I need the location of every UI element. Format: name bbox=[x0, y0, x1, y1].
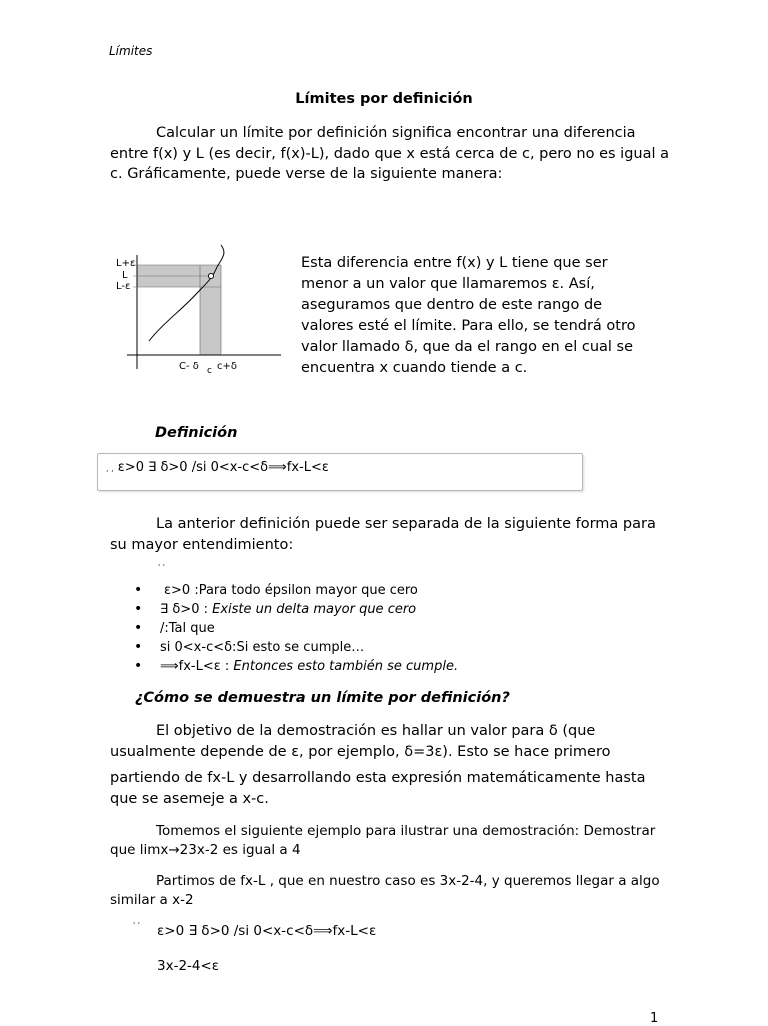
label-c: c bbox=[207, 366, 212, 375]
formula-line-2 bbox=[133, 921, 377, 939]
objective-paragraph-1: El objetivo de la demostración es hallar un valor para δ (que usualmente depende de ε, por ejemplo, δ=3ε). Esto se hace primero bbox=[110, 723, 611, 760]
label-l-plus-eps: L+ε bbox=[116, 258, 136, 269]
split-marks: ' ' bbox=[158, 563, 165, 572]
definition-heading: Definición bbox=[155, 425, 238, 441]
item-symbol: ⟹fx-L<ε : bbox=[160, 659, 230, 674]
item-symbol: si 0<x-c<δ: bbox=[160, 640, 237, 655]
label-c-plus-delta: c+δ bbox=[217, 361, 237, 372]
bullet: • bbox=[134, 658, 143, 674]
limit-point bbox=[208, 273, 213, 278]
bullet: • bbox=[134, 601, 143, 617]
list-item bbox=[110, 638, 458, 657]
item-symbol: ε>0 : bbox=[164, 583, 199, 598]
definition-formula-text: ε>0 ∃ δ>0 /si 0<x-c<δ⟹fx-L<ε bbox=[117, 460, 329, 475]
bullet: • bbox=[134, 582, 143, 598]
label-c-minus-delta: C- δ bbox=[179, 361, 199, 372]
bullet: • bbox=[134, 639, 143, 655]
list-item bbox=[110, 619, 458, 638]
item-text: Si esto se cumple… bbox=[236, 640, 365, 655]
intro-paragraph: Calcular un límite por definición significa encontrar una diferencia entre f(x) y L (es decir, f(x)-L), dado que x está cerca de c, pero no es igual a c. Gráficamente, puede verse de la siguiente manera: bbox=[110, 125, 669, 182]
definition-formula bbox=[106, 460, 329, 475]
item-symbol: ∃ δ>0 : bbox=[160, 602, 208, 617]
definition-marks: , , bbox=[106, 464, 114, 473]
list-item bbox=[110, 581, 458, 600]
running-header: Límites bbox=[109, 44, 153, 58]
item-text: Para todo épsilon mayor que cero bbox=[198, 583, 418, 598]
item-text: Existe un delta mayor que cero bbox=[212, 602, 417, 617]
page-title: Límites por definición bbox=[295, 91, 473, 107]
label-l: L bbox=[122, 270, 128, 281]
list-item bbox=[110, 600, 458, 619]
formula-2-text: ε>0 ∃ δ>0 /si 0<x-c<δ⟹fx-L<ε bbox=[157, 923, 377, 939]
definition-breakdown-list bbox=[110, 581, 458, 676]
formula-line-3: 3x-2-4<ε bbox=[157, 958, 220, 974]
list-item bbox=[110, 657, 458, 676]
graph-explanation: Esta diferencia entre f(x) y L tiene que ser menor a un valor que llamaremos ε. Así, aseguramos que dentro de este rango de valores esté el límite. Para ello, se tendrá otro valor llamado δ, que da el rango en el cual se encuentra x cuando tiende a c. bbox=[301, 255, 636, 376]
split-intro-paragraph: La anterior definición puede ser separada de la siguiente forma para su mayor entendimiento: bbox=[110, 516, 656, 553]
item-text: Entonces esto también se cumple. bbox=[233, 659, 459, 674]
objective-paragraph-2: partiendo de fx-L y desarrollando esta expresión matemáticamente hasta que se asemeje a x-c. bbox=[110, 770, 646, 807]
bullet: • bbox=[134, 620, 143, 636]
example-paragraph: Tomemos el siguiente ejemplo para ilustrar una demostración: Demostrar que limx→23x-2 es igual a 4 bbox=[110, 823, 656, 858]
page-number: 1 bbox=[650, 1011, 659, 1026]
label-l-minus-eps: L-ε bbox=[116, 281, 131, 292]
item-text: Tal que bbox=[168, 621, 215, 636]
section-question-heading: ¿Cómo se demuestra un límite por definición? bbox=[135, 690, 510, 706]
item-symbol: /: bbox=[160, 621, 169, 636]
start-paragraph: Partimos de fx-L , que en nuestro caso es 3x-2-4, y queremos llegar a algo similar a x-2 bbox=[110, 873, 660, 908]
limit-graph bbox=[113, 243, 283, 375]
formula-2-marks: ' ' bbox=[133, 921, 140, 930]
